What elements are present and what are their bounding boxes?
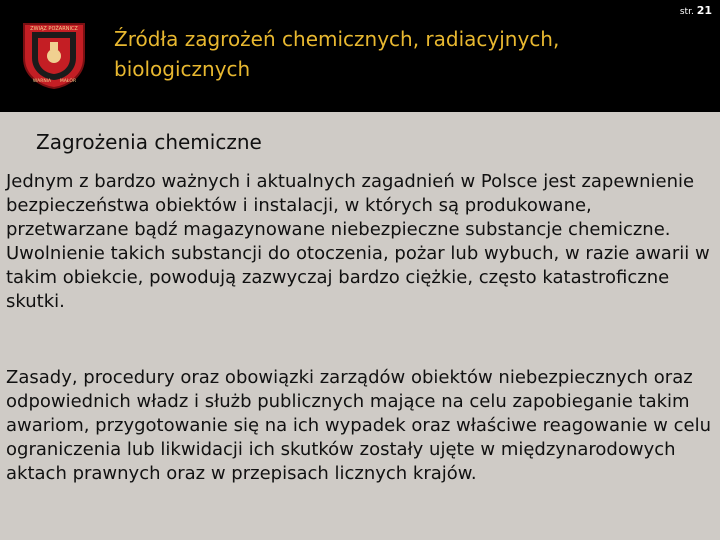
page-number [680,4,712,17]
paragraph: Jednym z bardzo ważnych i aktualnych zagadnień w Polsce jest zapewnienie bezpieczeństwa obiektów i instalacji, w których są produkowane, przetwarzane bądź magazynowane niebezpieczne substancje chemiczne. Uwolnienie takich substancji do otoczenia, pożar lub wybuch, w razie awarii w takim obiekcie, powodują zazwyczaj bardzo ciężkie, często katastroficzne skutki. [6,171,710,312]
slide-header [0,0,720,112]
fire-brigade-emblem-icon [18,18,90,90]
paragraph: Zasady, procedury oraz obowiązki zarządów obiektów niebezpiecznych oraz odpowiednich władz i służb publicznych mające na celu zapobieganie takim awariom, przygotowanie się na ich wypadek oraz właściwe reagowanie w celu ograniczenia lub likwidacji ich skutków zostały ujęte w międzynarodowych aktach prawnych oraz w przepisach licznych krajów. [6,367,712,484]
slide-title: Źródła zagrożeń chemicznych, radiacyjnych, biologicznych [114,27,560,81]
logo-bottom-left-text: WARNIA [32,79,52,84]
section-heading: Zagrożenia chemiczne [36,130,262,154]
page-number-value: 21 [696,4,712,17]
logo-top-text: ZWIĄZ POŻARNICZ [30,26,78,32]
logo-bottom-right-text: MAŁOR [59,79,77,84]
page-prefix: str. [679,7,694,17]
